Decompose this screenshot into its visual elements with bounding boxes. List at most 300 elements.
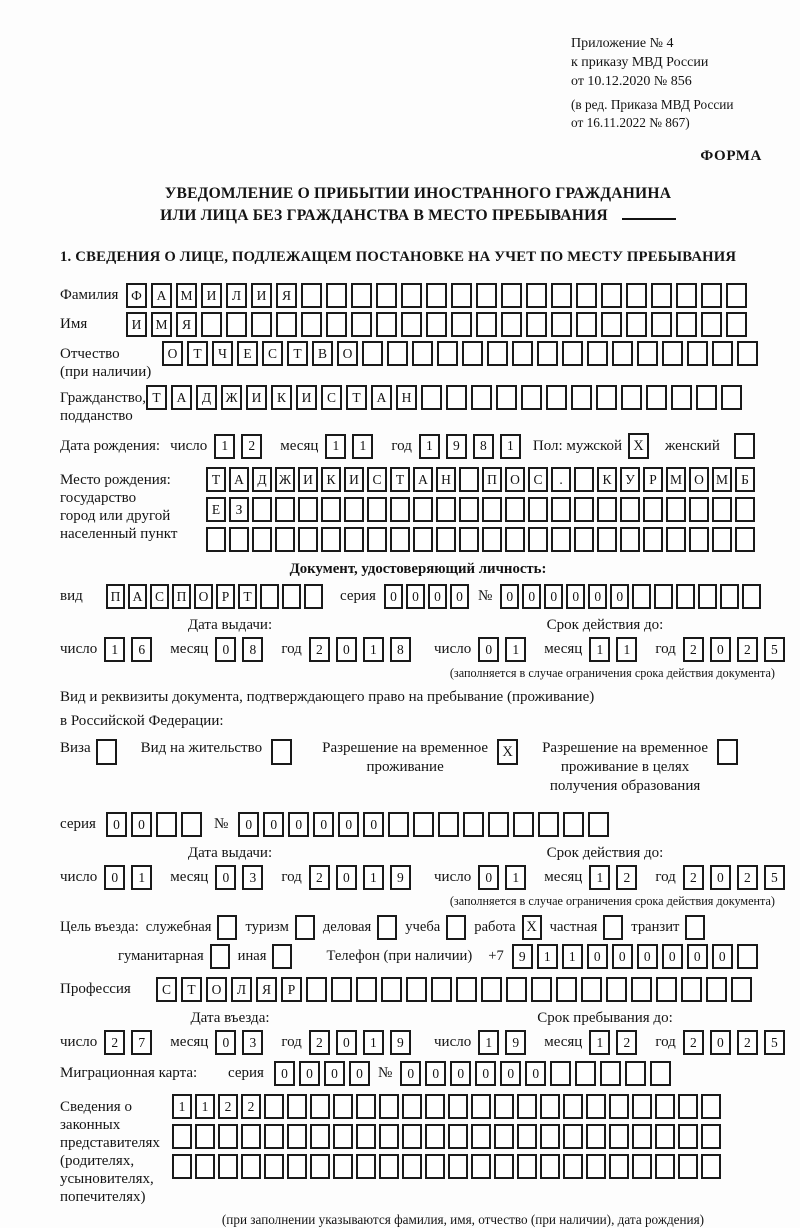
form-cell (218, 1124, 238, 1149)
birth-place-row-3 (206, 527, 758, 552)
label-line: от 10.12.2020 № 856 (571, 74, 692, 89)
entry-date-heading: Дата въезда: (190, 1010, 270, 1026)
expiry-date-group (434, 637, 791, 662)
identity-doc-dates-headings (60, 617, 776, 637)
profession-row (60, 977, 776, 1002)
purpose-option-checkbox (685, 915, 705, 940)
residence-doc-options (60, 739, 776, 796)
form-cell: 9 (512, 944, 533, 969)
date-part-cells (104, 865, 158, 890)
date-part-label: месяц (544, 641, 583, 657)
birth-place-row-1 (206, 467, 758, 492)
form-cell (620, 527, 640, 552)
form-cell: 0 (475, 1061, 496, 1086)
form-cell: 0 (450, 1061, 471, 1086)
doc-series-label: серия (340, 588, 376, 604)
date-part-label: месяц (544, 869, 583, 885)
form-cell: О (194, 584, 213, 609)
form-cell (402, 1124, 422, 1149)
form-cell (501, 283, 522, 308)
form-cell (631, 977, 652, 1002)
option-temp-residence-education (542, 739, 738, 796)
form-cell (459, 467, 479, 492)
residence-number-label: № (213, 816, 229, 832)
issue-date-heading: Дата выдачи: (187, 617, 273, 633)
form-cell (643, 497, 663, 522)
date-part-label: год (281, 869, 302, 885)
form-cell: 2 (737, 865, 758, 890)
form-cell: 1 (537, 944, 558, 969)
purpose-option-label: транзит (631, 919, 680, 935)
form-cell (459, 527, 479, 552)
form-cell: 1 (352, 434, 373, 459)
travel-dates-block (60, 1010, 776, 1055)
residence-series-cells (106, 812, 206, 837)
form-cell (390, 497, 410, 522)
form-cell (666, 527, 686, 552)
form-cell (471, 1154, 491, 1179)
form-cell: И (251, 283, 272, 308)
date-part-label: месяц (170, 1034, 209, 1050)
title-underline (622, 207, 676, 220)
label-line: проживание (366, 759, 444, 775)
purpose-option (146, 915, 238, 940)
form-cell: 9 (390, 865, 411, 890)
form-cell (581, 977, 602, 1002)
option-temp-residence-education-label (542, 739, 708, 796)
form-cell: 0 (544, 584, 563, 609)
form-cell (632, 584, 651, 609)
citizenship-row (60, 385, 776, 425)
legal-representatives-row-2 (172, 1124, 724, 1149)
label-line: Отчество (60, 346, 120, 362)
form-cell (625, 1061, 646, 1086)
form-cell (287, 1154, 307, 1179)
birth-place-block (60, 467, 776, 557)
form-cell: 0 (274, 1061, 295, 1086)
purpose-option-checkbox (446, 915, 466, 940)
purpose-option-label: учеба (405, 919, 441, 935)
form-cell: 0 (500, 1061, 521, 1086)
form-cell (298, 527, 318, 552)
form-cell: 0 (336, 637, 357, 662)
form-cell (333, 1094, 353, 1119)
form-cell (632, 1094, 652, 1119)
travel-dates-headings (60, 1010, 776, 1030)
form-cell (737, 341, 758, 366)
form-cell: 0 (425, 1061, 446, 1086)
form-cell: 0 (500, 584, 519, 609)
date-part-label: число (434, 1034, 472, 1050)
form-cell (260, 584, 279, 609)
birth-place-row-2 (206, 497, 758, 522)
form-cell: 2 (616, 1030, 637, 1055)
entry-purpose-options-2 (118, 944, 300, 969)
form-cell (517, 1124, 537, 1149)
form-cell (413, 527, 433, 552)
form-cell (276, 312, 297, 337)
form-cell: 0 (450, 584, 469, 609)
form-cell: О (206, 977, 227, 1002)
form-cell (421, 385, 442, 410)
form-cell (181, 812, 202, 837)
form-label: ФОРМА (700, 148, 762, 164)
form-cell: Р (643, 467, 663, 492)
form-cell: 2 (309, 637, 330, 662)
legal-representatives-block (60, 1094, 776, 1206)
date-part-cells (215, 637, 269, 662)
identity-doc-dates-values (60, 637, 776, 681)
form-cell (448, 1154, 468, 1179)
form-cell: М (666, 467, 686, 492)
migration-number-label: № (377, 1065, 393, 1081)
form-cell (574, 467, 594, 492)
form-cell (597, 527, 617, 552)
date-part-label: год (391, 437, 412, 454)
option-temp-residence (322, 739, 518, 777)
form-cell (402, 1154, 422, 1179)
form-cell (651, 312, 672, 337)
surname-cells (126, 283, 751, 308)
date-part-cells (683, 637, 791, 662)
form-cell (310, 1154, 330, 1179)
form-cell: М (151, 312, 172, 337)
form-cell: Ф (126, 283, 147, 308)
form-cell (678, 1124, 698, 1149)
form-cell: Т (287, 341, 308, 366)
form-cell (575, 1061, 596, 1086)
form-cell: С (367, 467, 387, 492)
form-cell (689, 527, 709, 552)
form-cell: Т (238, 584, 257, 609)
purpose-option (631, 915, 705, 940)
form-cell (413, 497, 433, 522)
form-cell (426, 283, 447, 308)
form-cell (326, 283, 347, 308)
entry-purpose-row-2 (60, 944, 776, 969)
date-part-cells (309, 637, 417, 662)
date-part-cells (683, 1030, 791, 1055)
form-cell (264, 1124, 284, 1149)
expiry-date-heading: Срок действия до: (546, 617, 664, 633)
form-cell: 0 (215, 1030, 236, 1055)
form-cell (241, 1154, 261, 1179)
form-cell: 0 (349, 1061, 370, 1086)
purpose-option (118, 944, 230, 969)
form-cell (701, 1094, 721, 1119)
date-part-cells (104, 637, 158, 662)
form-cell: Н (436, 467, 456, 492)
form-cell: 9 (446, 434, 467, 459)
purpose-option-checkbox (272, 944, 292, 969)
form-cell (506, 977, 527, 1002)
form-cell (574, 497, 594, 522)
form-cell: К (271, 385, 292, 410)
form-cell (481, 977, 502, 1002)
form-cell (321, 527, 341, 552)
form-cell: 0 (384, 584, 403, 609)
form-cell: С (321, 385, 342, 410)
form-cell (655, 1124, 675, 1149)
sex-female-label: женский (665, 437, 720, 454)
legal-representatives-row-3 (172, 1154, 724, 1179)
form-cell (562, 341, 583, 366)
form-cell (563, 1094, 583, 1119)
residence-doc-dates (60, 845, 776, 909)
form-cell (671, 385, 692, 410)
form-cell: 0 (687, 944, 708, 969)
form-cell (287, 1094, 307, 1119)
form-cell: 2 (218, 1094, 238, 1119)
migration-number-cells (400, 1061, 675, 1086)
form-cell (576, 283, 597, 308)
form-cell (156, 812, 177, 837)
form-cell: Я (176, 312, 197, 337)
option-temp-residence-education-checkbox (717, 739, 738, 765)
form-cell: И (126, 312, 147, 337)
form-cell (735, 527, 755, 552)
form-cell (463, 812, 484, 837)
stay-until-group (434, 1030, 791, 1055)
doc-number-cells (500, 584, 764, 609)
purpose-option-checkbox (377, 915, 397, 940)
form-cell (655, 1094, 675, 1119)
form-cell: 0 (400, 1061, 421, 1086)
form-cell: П (106, 584, 125, 609)
form-cell (621, 385, 642, 410)
form-cell (701, 312, 722, 337)
form-cell (676, 584, 695, 609)
form-cell: 1 (589, 865, 610, 890)
form-cell: 8 (473, 434, 494, 459)
form-cell (425, 1124, 445, 1149)
residence-intro-line-1: Вид и реквизиты документа, подтверждающего право на пребывание (проживание) (60, 689, 595, 705)
form-cell (252, 497, 272, 522)
form-cell (600, 1061, 621, 1086)
form-cell (321, 497, 341, 522)
option-temp-residence-label (322, 739, 488, 777)
date-part-label: год (281, 1034, 302, 1050)
form-cell: 0 (710, 637, 731, 662)
migration-series-label: серия (228, 1065, 264, 1081)
form-cell: Л (231, 977, 252, 1002)
form-cell (681, 977, 702, 1002)
form-cell (505, 527, 525, 552)
form-cell (650, 1061, 671, 1086)
form-cell: 0 (336, 865, 357, 890)
date-part-label: число (60, 641, 98, 657)
form-cell: С (150, 584, 169, 609)
form-cell (609, 1154, 629, 1179)
form-cell: 1 (325, 434, 346, 459)
form-cell: 1 (505, 637, 526, 662)
form-cell: Р (281, 977, 302, 1002)
phone-prefix: +7 (488, 948, 504, 964)
form-cell (412, 341, 433, 366)
date-part-cells (683, 865, 791, 890)
form-cell: Я (256, 977, 277, 1002)
legal-representatives-row-1 (172, 1094, 724, 1119)
form-cell (401, 312, 422, 337)
form-cell: С (262, 341, 283, 366)
profession-cells (156, 977, 756, 1002)
birth-date-group (170, 434, 527, 459)
form-cell (356, 977, 377, 1002)
section-1-heading: 1. СВЕДЕНИЯ О ЛИЦЕ, ПОДЛЕЖАЩЕМ ПОСТАНОВКЕ НА УЧЕТ ПО МЕСТУ ПРЕБЫВАНИЯ (60, 249, 737, 265)
form-cell (656, 977, 677, 1002)
form-cell (501, 312, 522, 337)
identity-doc-heading: Документ, удостоверяющий личность: (289, 561, 547, 577)
form-cell (678, 1154, 698, 1179)
form-cell: Ж (221, 385, 242, 410)
form-cell (282, 584, 301, 609)
purpose-option-checkbox (217, 915, 237, 940)
form-cell: 9 (390, 1030, 411, 1055)
phone-label: Телефон (при наличии) (326, 948, 473, 964)
given-name-row (60, 312, 776, 337)
form-cell: 0 (428, 584, 447, 609)
form-cell: 0 (324, 1061, 345, 1086)
label-line: проживание в целях (560, 759, 690, 775)
form-cell (726, 312, 747, 337)
purpose-option (474, 915, 541, 940)
date-part-label: год (655, 641, 676, 657)
date-part-cells (419, 434, 527, 459)
citizenship-cells (146, 385, 746, 410)
form-cell (367, 497, 387, 522)
form-cell (563, 1124, 583, 1149)
form-cell: 3 (242, 865, 263, 890)
form-cell: А (151, 283, 172, 308)
form-cell (546, 385, 567, 410)
date-part-cells (589, 637, 643, 662)
purpose-option-label: гуманитарная (118, 948, 204, 964)
form-cell: 5 (764, 637, 785, 662)
form-cell (720, 584, 739, 609)
form-cell: Ч (212, 341, 233, 366)
form-cell: 0 (478, 865, 499, 890)
sex-male-checkbox: X (628, 433, 649, 459)
form-cell: 2 (241, 434, 262, 459)
form-cell (356, 1154, 376, 1179)
form-cell: Ж (275, 467, 295, 492)
form-cell (563, 812, 584, 837)
form-cell (172, 1124, 192, 1149)
form-cell: О (337, 341, 358, 366)
form-cell: В (312, 341, 333, 366)
form-cell: 0 (313, 812, 334, 837)
form-cell (376, 283, 397, 308)
form-cell: Т (206, 467, 226, 492)
label-line: Разрешение на временное (542, 740, 709, 756)
form-cell: 1 (104, 637, 125, 662)
stay-until-heading: Срок пребывания до: (537, 1010, 673, 1026)
title-line-1: УВЕДОМЛЕНИЕ О ПРИБЫТИИ ИНОСТРАННОГО ГРАЖДАНИНА (164, 185, 672, 202)
form-cell (471, 1094, 491, 1119)
form-cell: Я (276, 283, 297, 308)
form-cell (195, 1154, 215, 1179)
entry-date-group (60, 1030, 417, 1055)
label-line: к приказу МВД России (571, 55, 709, 70)
migration-card-label: Миграционная карта: (60, 1065, 198, 1081)
identity-doc-dates (60, 617, 776, 681)
label-line: попечителях) (60, 1189, 146, 1205)
label-line: от 16.11.2022 № 867) (571, 115, 690, 130)
residence-expiry-heading: Срок действия до: (546, 845, 664, 861)
date-part-label: месяц (544, 1034, 583, 1050)
form-cell (459, 497, 479, 522)
form-cell (402, 1094, 422, 1119)
purpose-option (405, 915, 466, 940)
form-cell: 1 (131, 865, 152, 890)
form-cell (646, 385, 667, 410)
residence-doc-dates-headings (60, 845, 776, 865)
form-cell: Н (396, 385, 417, 410)
form-cell (712, 527, 732, 552)
form-cell (620, 497, 640, 522)
form-cell: Б (735, 467, 755, 492)
form-cell (379, 1154, 399, 1179)
birth-place-label (60, 467, 206, 543)
form-cell: Д (252, 467, 272, 492)
form-cell (563, 1154, 583, 1179)
form-cell (551, 527, 571, 552)
purpose-option-label: деловая (322, 919, 372, 935)
form-cell (726, 283, 747, 308)
form-cell (344, 497, 364, 522)
form-cell (689, 497, 709, 522)
surname-row (60, 283, 776, 308)
form-cell: Р (216, 584, 235, 609)
purpose-option-checkbox (210, 944, 230, 969)
form-cell (448, 1124, 468, 1149)
form-cell (712, 341, 733, 366)
label-line: государство (60, 490, 137, 506)
date-part-cells (215, 865, 269, 890)
migration-series-cells (274, 1061, 374, 1086)
form-cell: 2 (683, 637, 704, 662)
form-cell (655, 1154, 675, 1179)
purpose-option-label: иная (237, 948, 267, 964)
legal-representatives-cells (172, 1094, 724, 1184)
form-cell (601, 312, 622, 337)
form-cell (540, 1124, 560, 1149)
form-cell (637, 341, 658, 366)
form-cell: И (298, 467, 318, 492)
form-cell (379, 1124, 399, 1149)
birth-date-row (60, 433, 776, 459)
entry-purpose-label: Цель въезда: (60, 919, 139, 935)
form-cell (550, 1061, 571, 1086)
form-cell: 2 (104, 1030, 125, 1055)
form-cell (626, 283, 647, 308)
entry-purpose-row (60, 915, 776, 940)
date-part-cells (478, 865, 532, 890)
form-cell (431, 977, 452, 1002)
date-part-label: число (60, 1034, 98, 1050)
form-cell: 0 (525, 1061, 546, 1086)
edition-reference (571, 96, 776, 132)
residence-series-label: серия (60, 816, 96, 832)
given-name-cells (126, 312, 751, 337)
patronymic-cells (162, 341, 762, 366)
form-cell (304, 584, 323, 609)
date-part-cells (325, 434, 379, 459)
form-cell (496, 385, 517, 410)
form-cell (476, 283, 497, 308)
form-cell (476, 312, 497, 337)
form-cell (632, 1124, 652, 1149)
